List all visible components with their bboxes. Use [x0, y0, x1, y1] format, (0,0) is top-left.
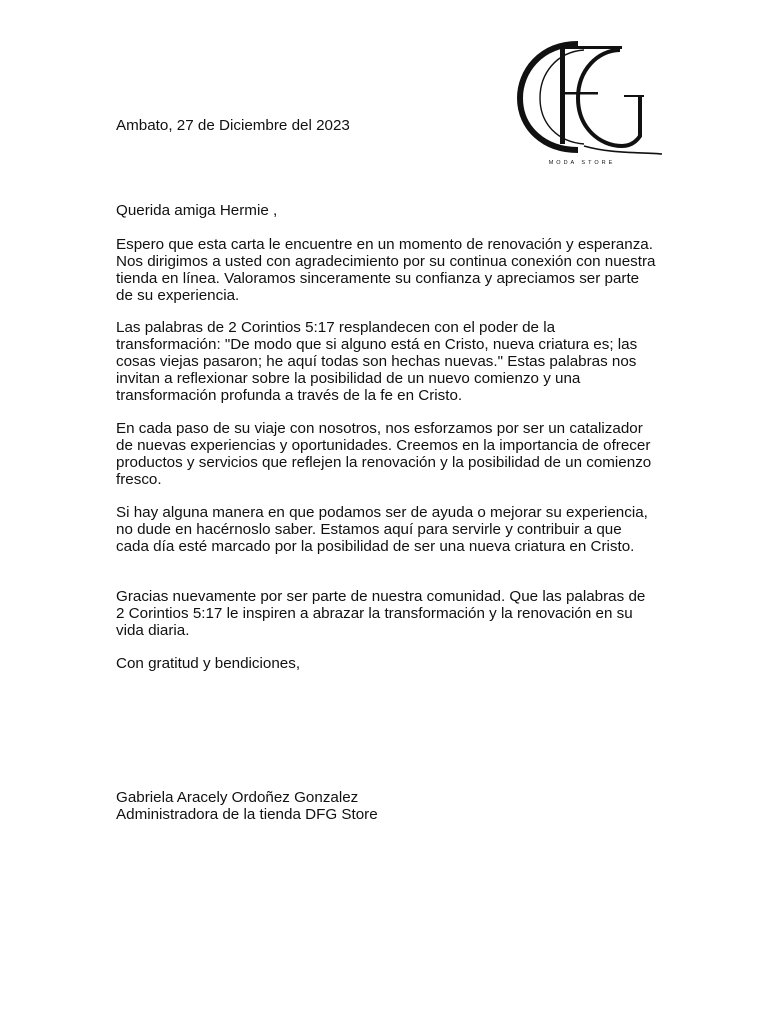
signature-name: Gabriela Aracely Ordoñez Gonzalez [116, 789, 359, 806]
logo-tagline: MODA STORE [548, 160, 616, 166]
paragraph: Si hay alguna manera en que podamos ser de ayuda o mejorar su experiencia, no dude en hacérnoslo saber. Estamos aquí para servirle y contribuir a que cada día esté marcado por la posibilidad de ser una nueva criatura en Cristo. [116, 504, 648, 555]
paragraph: Gracias nuevamente por ser parte de nuestra comunidad. Que las palabras de 2 Corintios 5:17 le inspiren a abrazar la transformación y la renovación en su vida diaria. [116, 588, 646, 639]
signature-title: Administradora de la tienda DFG Store [116, 806, 378, 823]
paragraph: Las palabras de 2 Corintios 5:17 resplandecen con el poder de la transformación: "De modo que si alguno está en Cristo, nueva criatura es; las cosas viejas pasaron; he aquí todas son hechas nuevas." Estas palabras nos invitan a reflexionar sobre la posibilidad de un nuevo comienzo y una transformación profunda a través de la fe en Cristo. [116, 319, 638, 404]
date-line: Ambato, 27 de Diciembre del 2023 [116, 117, 350, 134]
paragraph: En cada paso de su viaje con nosotros, nos esforzamos por ser un catalizador de nuevas experiencias y oportunidades. Creemos en la importancia de ofrecer productos y servicios que reflejen la renovación y la posibilidad de un comienzo fresco. [116, 420, 652, 488]
store-logo [512, 36, 668, 176]
closing-line: Con gratitud y bendiciones, [116, 655, 301, 672]
paragraph: Espero que esta carta le encuentre en un momento de renovación y esperanza. Nos dirigimos a usted con agradecimiento por su continua conexión con nuestra tienda en línea. Valoramos sinceramente su confianza y apreciamos ser parte de su experiencia. [116, 236, 656, 304]
greeting: Querida amiga Hermie , [116, 202, 278, 219]
dfg-monogram-icon [512, 36, 668, 176]
